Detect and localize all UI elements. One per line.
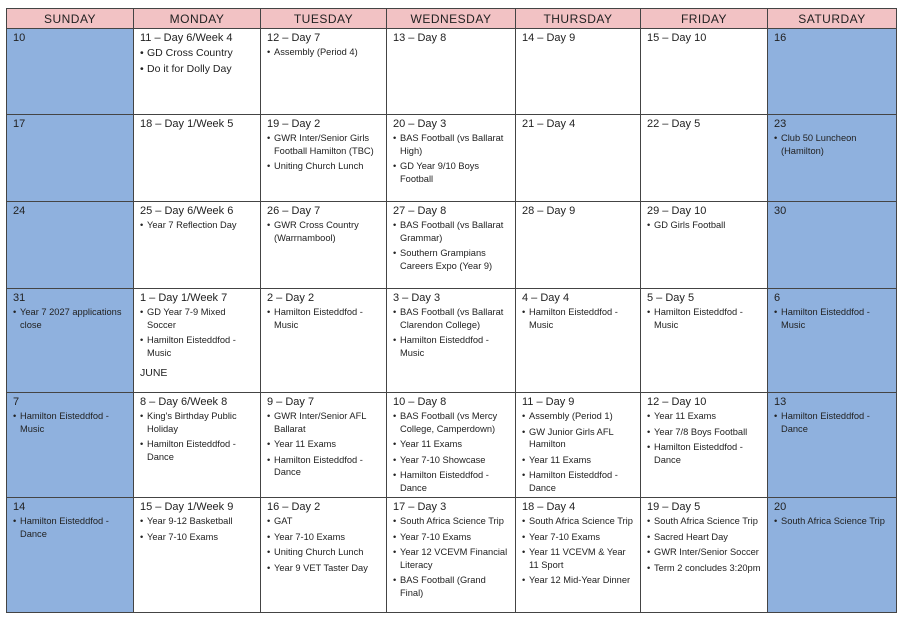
event-item: • GWR Cross Country (Warrnambool) [267, 219, 382, 244]
calendar-week-row [7, 289, 897, 393]
weekday-header-wednesday: WEDNESDAY [387, 9, 516, 29]
event-item: • Hamilton Eisteddfod - Dance [647, 441, 763, 466]
event-item: • Hamilton Eisteddfod - Music [393, 334, 511, 359]
day-date-label: 10 – Day 8 [393, 396, 447, 408]
event-item: • Year 7/8 Boys Football [647, 426, 763, 439]
event-list [140, 219, 256, 232]
day-date-label: 1 – Day 1/Week 7 [140, 292, 228, 304]
event-item: • Southern Grampians Careers Expo (Year 9) [393, 247, 511, 272]
month-label: JUNE [140, 367, 168, 379]
event-item: • Uniting Church Lunch [267, 160, 382, 173]
event-item: • Year 12 Mid-Year Dinner [522, 574, 636, 587]
event-list [393, 306, 511, 359]
weekday-header-saturday: SATURDAY [768, 9, 897, 29]
day-date-label: 26 – Day 7 [267, 205, 321, 217]
day-cell[interactable] [516, 393, 641, 498]
event-list [267, 219, 382, 244]
event-list [522, 515, 636, 587]
day-date-label: 20 [774, 501, 787, 513]
day-cell[interactable] [768, 498, 897, 613]
event-item: • GWR Inter/Senior Girls Football Hamilton (TBC) [267, 132, 382, 157]
day-date-label: 10 [13, 32, 26, 44]
event-item: • Hamilton Eisteddfod - Dance [13, 515, 129, 540]
day-cell[interactable] [387, 202, 516, 289]
event-item: • Uniting Church Lunch [267, 546, 382, 559]
day-date-label: 15 – Day 10 [647, 32, 707, 44]
calendar-grid [6, 8, 897, 613]
day-date-label: 23 [774, 118, 787, 130]
day-cell[interactable] [7, 202, 134, 289]
day-cell[interactable] [387, 115, 516, 202]
event-item: • GD Girls Football [647, 219, 763, 232]
event-list [393, 410, 511, 494]
event-list [522, 306, 636, 331]
day-cell[interactable] [641, 498, 768, 613]
day-cell[interactable] [134, 115, 261, 202]
event-item: • South Africa Science Trip [774, 515, 892, 528]
event-item: • Hamilton Eisteddfod - Dance [774, 410, 892, 435]
day-cell[interactable] [7, 289, 134, 393]
event-list [393, 515, 511, 599]
event-item: • GD Year 9/10 Boys Football [393, 160, 511, 185]
weekday-header-row [7, 9, 897, 29]
day-cell[interactable] [7, 393, 134, 498]
event-item: • GW Junior Girls AFL Hamilton [522, 426, 636, 451]
day-cell[interactable] [516, 29, 641, 115]
day-cell[interactable] [516, 202, 641, 289]
day-cell[interactable] [7, 498, 134, 613]
event-list [647, 306, 763, 331]
day-cell[interactable] [261, 202, 387, 289]
day-date-label: 12 – Day 7 [267, 32, 321, 44]
day-cell[interactable] [134, 29, 261, 115]
calendar-week-row [7, 29, 897, 115]
event-item: • Assembly (Period 1) [522, 410, 636, 423]
event-list [647, 515, 763, 574]
event-list [647, 219, 763, 232]
event-item: • Hamilton Eisteddfod - Music [522, 306, 636, 331]
day-cell[interactable] [261, 115, 387, 202]
event-list [140, 46, 256, 76]
event-list [13, 410, 129, 435]
event-item: • Term 2 concludes 3:20pm [647, 562, 763, 575]
day-date-label: 15 – Day 1/Week 9 [140, 501, 234, 513]
event-item: • GWR Inter/Senior Soccer [647, 546, 763, 559]
day-date-label: 29 – Day 10 [647, 205, 707, 217]
event-item: • Year 12 VCEVM Financial Literacy [393, 546, 511, 571]
weekday-header-friday: FRIDAY [641, 9, 768, 29]
event-item: • Club 50 Luncheon (Hamilton) [774, 132, 892, 157]
day-date-label: 24 [13, 205, 26, 217]
day-date-label: 13 – Day 8 [393, 32, 447, 44]
event-item: • King's Birthday Public Holiday [140, 410, 256, 435]
day-date-label: 22 – Day 5 [647, 118, 701, 130]
event-item: • Year 9 VET Taster Day [267, 562, 382, 575]
day-cell[interactable] [768, 202, 897, 289]
day-date-label: 5 – Day 5 [647, 292, 695, 304]
day-cell[interactable] [134, 498, 261, 613]
event-item: • BAS Football (Grand Final) [393, 574, 511, 599]
day-date-label: 14 – Day 9 [522, 32, 576, 44]
event-list [774, 410, 892, 435]
calendar-week-row [7, 202, 897, 289]
day-cell[interactable] [641, 289, 768, 393]
day-cell[interactable] [134, 289, 261, 393]
day-date-label: 9 – Day 7 [267, 396, 315, 408]
event-item: • BAS Football (vs Ballarat Grammar) [393, 219, 511, 244]
day-cell[interactable] [387, 498, 516, 613]
event-item: • Year 9-12 Basketball [140, 515, 256, 528]
event-item: • Hamilton Eisteddfod - Music [140, 334, 256, 359]
event-list [140, 515, 256, 543]
day-cell[interactable] [768, 289, 897, 393]
event-list [267, 132, 382, 173]
event-item: • Year 7-10 Exams [393, 531, 511, 544]
day-date-label: 4 – Day 4 [522, 292, 570, 304]
event-item: • BAS Football (vs Ballarat Clarendon College) [393, 306, 511, 331]
day-cell[interactable] [516, 115, 641, 202]
event-item: • Hamilton Eisteddfod - Dance [522, 469, 636, 494]
event-item: • South Africa Science Trip [522, 515, 636, 528]
weekday-header-thursday: THURSDAY [516, 9, 641, 29]
event-list [774, 515, 892, 528]
day-cell[interactable] [7, 115, 134, 202]
calendar-week-row [7, 115, 897, 202]
day-date-label: 19 – Day 5 [647, 501, 701, 513]
event-item: • Assembly (Period 4) [267, 46, 382, 59]
day-date-label: 14 [13, 501, 26, 513]
event-list [647, 410, 763, 466]
event-item: • GWR Inter/Senior AFL Ballarat [267, 410, 382, 435]
day-cell[interactable] [641, 393, 768, 498]
event-item: • Year 7-10 Showcase [393, 454, 511, 467]
event-item: • Hamilton Eisteddfod - Dance [393, 469, 511, 494]
event-item: • Year 11 Exams [267, 438, 382, 451]
day-cell[interactable] [134, 202, 261, 289]
calendar-week-row [7, 498, 897, 613]
event-item: • Hamilton Eisteddfod - Music [647, 306, 763, 331]
day-date-label: 7 [13, 396, 20, 408]
event-list [774, 132, 892, 157]
event-list [267, 515, 382, 574]
event-item: • Hamilton Eisteddfod - Music [774, 306, 892, 331]
day-date-label: 27 – Day 8 [393, 205, 447, 217]
event-item: • Do it for Dolly Day [140, 62, 256, 76]
event-item: • BAS Football (vs Mercy College, Camperdown) [393, 410, 511, 435]
event-item: • Year 7-10 Exams [267, 531, 382, 544]
day-date-label: 3 – Day 3 [393, 292, 441, 304]
calendar-week-row [7, 393, 897, 498]
event-list [267, 46, 382, 59]
day-cell[interactable] [261, 289, 387, 393]
day-cell[interactable] [768, 393, 897, 498]
day-date-label: 31 [13, 292, 26, 304]
event-item: • Hamilton Eisteddfod - Music [13, 410, 129, 435]
event-item: • GAT [267, 515, 382, 528]
day-date-label: 28 – Day 9 [522, 205, 576, 217]
day-cell[interactable] [641, 115, 768, 202]
day-cell[interactable] [768, 29, 897, 115]
day-cell[interactable] [768, 115, 897, 202]
day-date-label: 13 [774, 396, 787, 408]
event-list [774, 306, 892, 331]
day-cell[interactable] [7, 29, 134, 115]
event-list [140, 306, 256, 359]
event-item: • Hamilton Eisteddfod - Dance [267, 454, 382, 479]
day-date-label: 18 – Day 1/Week 5 [140, 118, 234, 130]
event-item: • Year 11 VCEVM & Year 11 Sport [522, 546, 636, 571]
event-list [522, 410, 636, 494]
event-list [267, 410, 382, 479]
weekday-header-monday: MONDAY [134, 9, 261, 29]
day-cell[interactable] [387, 289, 516, 393]
event-item: • Year 11 Exams [522, 454, 636, 467]
day-cell[interactable] [387, 29, 516, 115]
event-item: • Sacred Heart Day [647, 531, 763, 544]
event-list [13, 306, 129, 331]
event-list [393, 219, 511, 272]
event-item: • Year 7 2027 applications close [13, 306, 129, 331]
day-cell[interactable] [641, 202, 768, 289]
day-date-label: 8 – Day 6/Week 8 [140, 396, 228, 408]
weekday-header-sunday: SUNDAY [7, 9, 134, 29]
day-date-label: 2 – Day 2 [267, 292, 315, 304]
day-date-label: 30 [774, 205, 787, 217]
event-list [393, 132, 511, 185]
day-cell[interactable] [261, 393, 387, 498]
event-item: • South Africa Science Trip [393, 515, 511, 528]
event-item: • Hamilton Eisteddfod - Dance [140, 438, 256, 463]
day-date-label: 16 [774, 32, 787, 44]
day-cell[interactable] [516, 498, 641, 613]
day-date-label: 19 – Day 2 [267, 118, 321, 130]
day-date-label: 20 – Day 3 [393, 118, 447, 130]
day-date-label: 17 – Day 3 [393, 501, 447, 513]
day-date-label: 17 [13, 118, 26, 130]
day-date-label: 11 – Day 6/Week 4 [140, 32, 233, 44]
day-cell[interactable] [641, 29, 768, 115]
day-cell[interactable] [134, 393, 261, 498]
event-item: • Year 7 Reflection Day [140, 219, 256, 232]
event-list [13, 515, 129, 540]
day-cell[interactable] [387, 393, 516, 498]
day-date-label: 21 – Day 4 [522, 118, 576, 130]
day-date-label: 6 [774, 292, 781, 304]
event-item: • South Africa Science Trip [647, 515, 763, 528]
day-date-label: 18 – Day 4 [522, 501, 576, 513]
event-list [140, 410, 256, 463]
day-cell[interactable] [261, 498, 387, 613]
event-item: • GD Year 7-9 Mixed Soccer [140, 306, 256, 331]
event-item: • Year 7-10 Exams [140, 531, 256, 544]
event-item: • Year 7-10 Exams [522, 531, 636, 544]
day-date-label: 11 – Day 9 [522, 396, 575, 408]
day-date-label: 16 – Day 2 [267, 501, 321, 513]
event-item: • BAS Football (vs Ballarat High) [393, 132, 511, 157]
day-date-label: 25 – Day 6/Week 6 [140, 205, 234, 217]
event-item: • Year 11 Exams [647, 410, 763, 423]
weekday-header-tuesday: TUESDAY [261, 9, 387, 29]
day-cell[interactable] [516, 289, 641, 393]
day-cell[interactable] [261, 29, 387, 115]
day-date-label: 12 – Day 10 [647, 396, 707, 408]
event-item: • Year 11 Exams [393, 438, 511, 451]
event-item: • GD Cross Country [140, 46, 256, 60]
event-item: • Hamilton Eisteddfod - Music [267, 306, 382, 331]
event-list [267, 306, 382, 331]
